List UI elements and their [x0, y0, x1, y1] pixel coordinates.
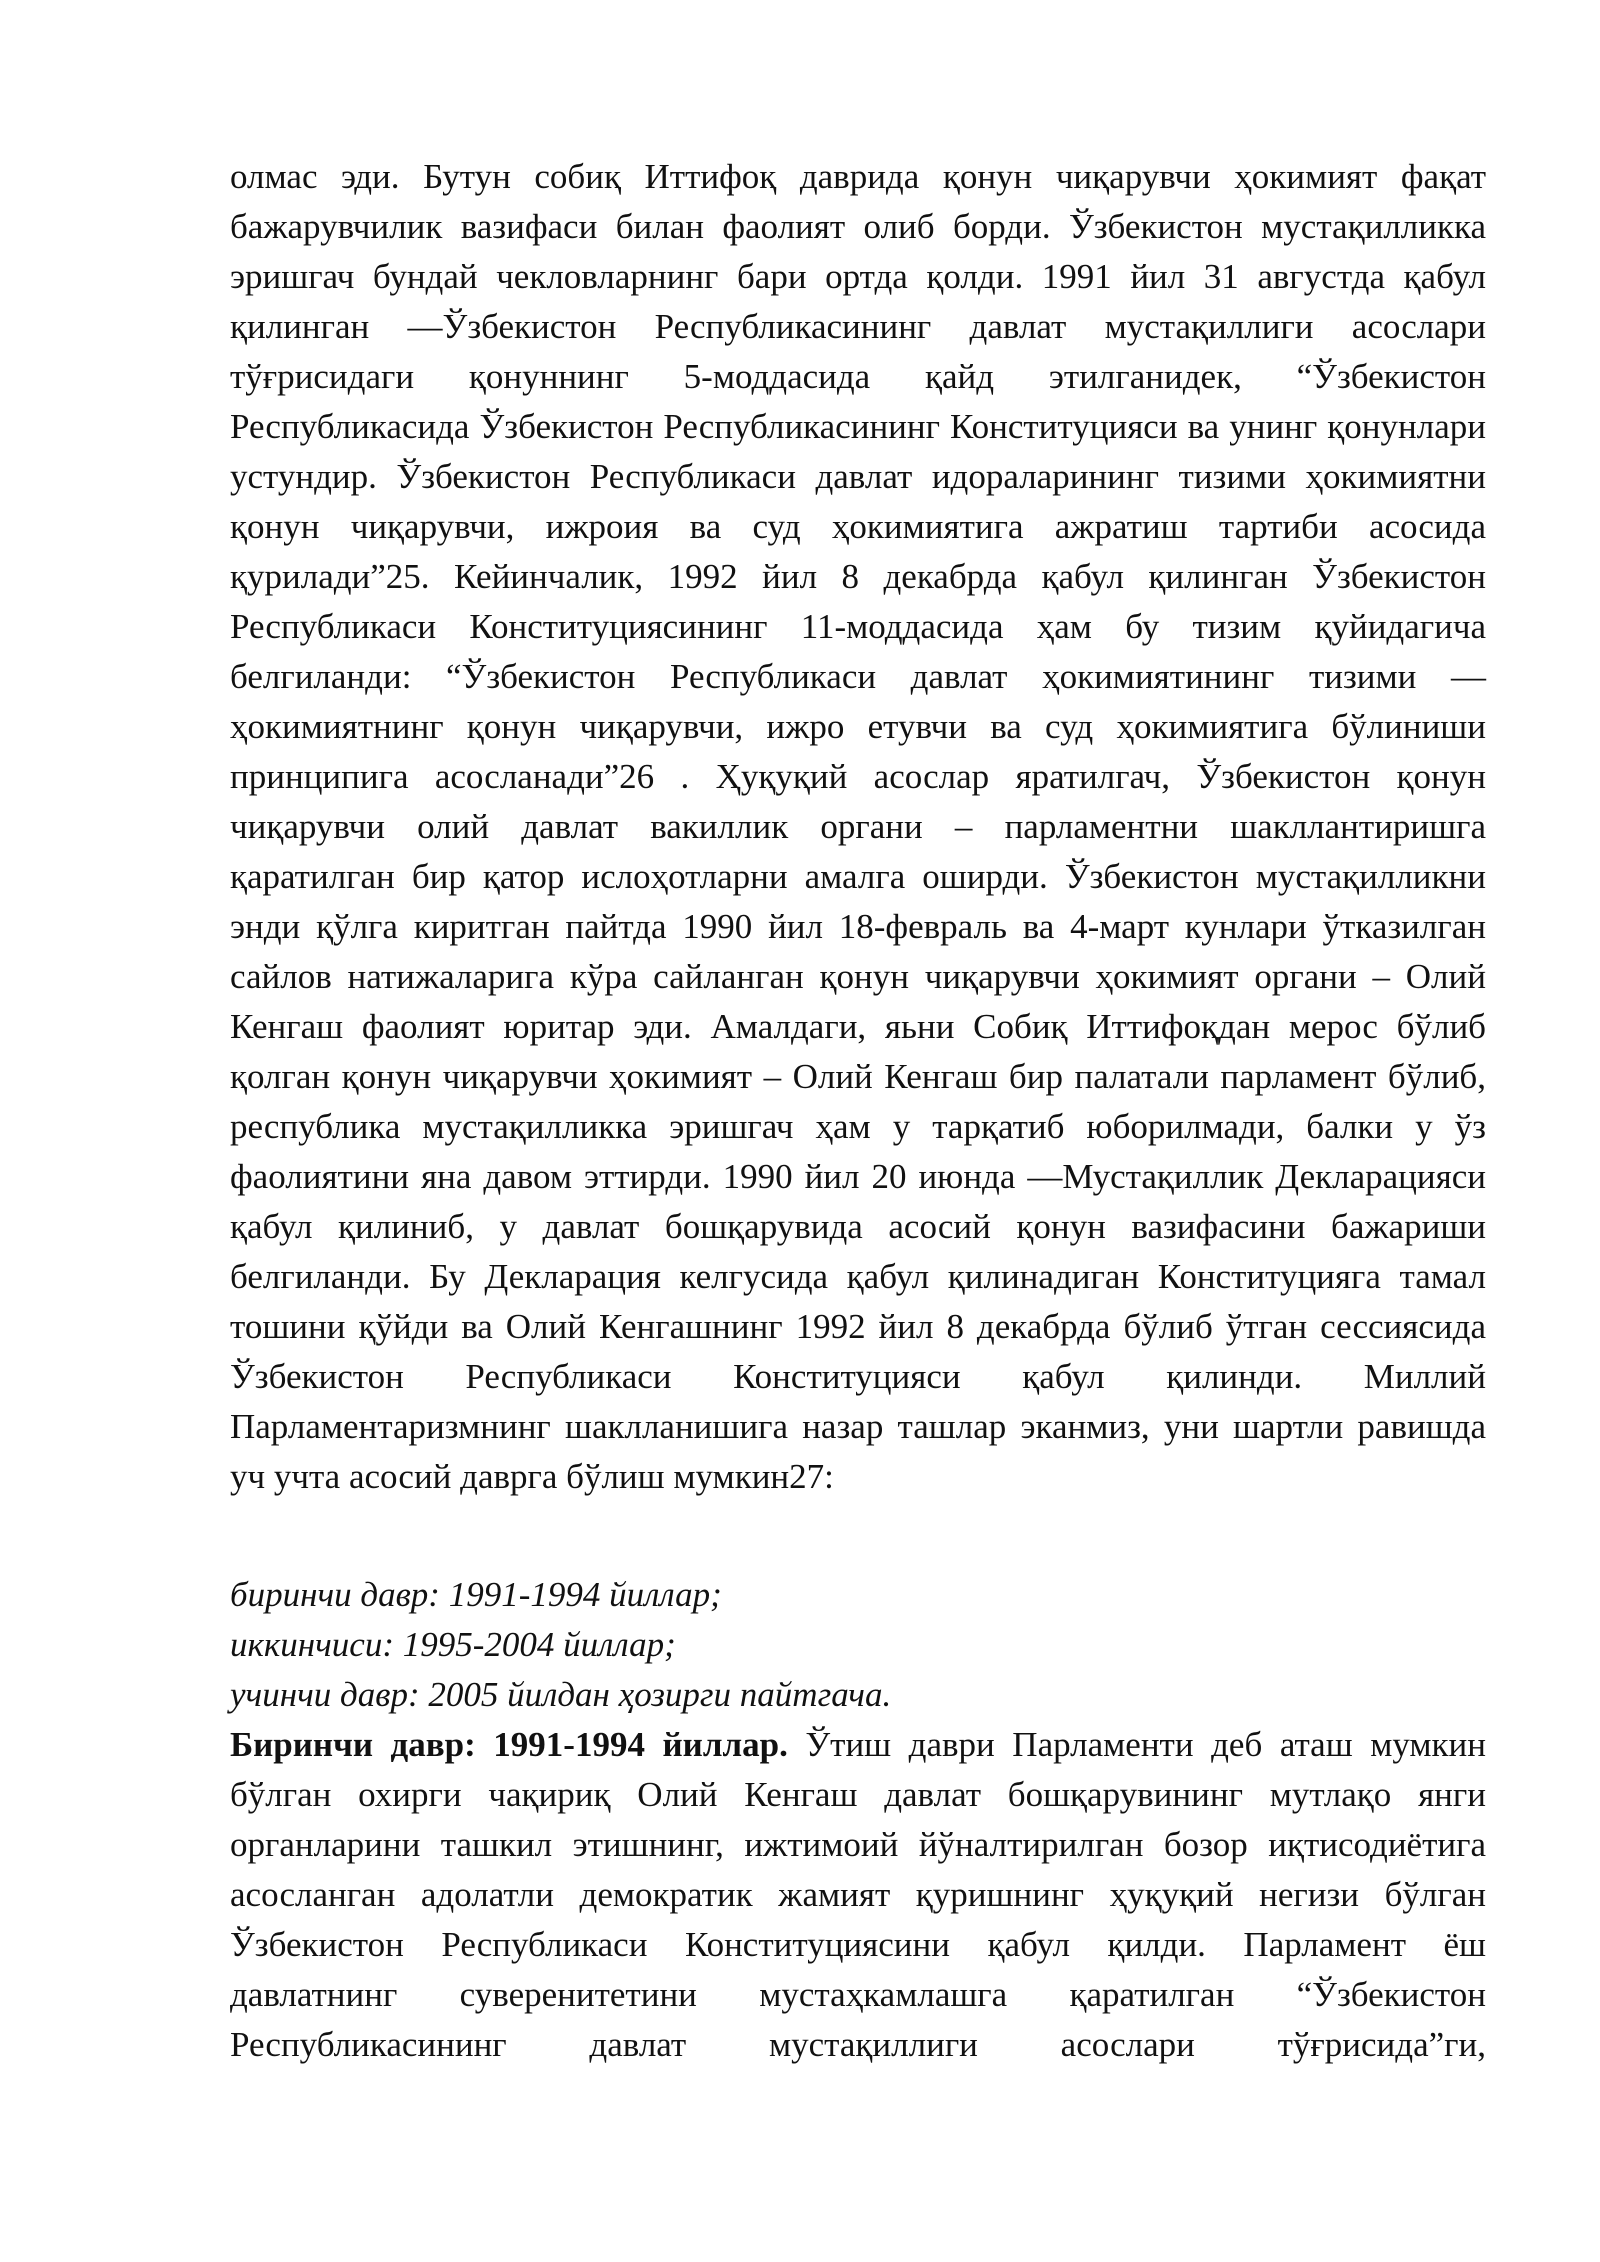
first-period-paragraph: [230, 1720, 1486, 2070]
first-period-text: Ўтиш даври Парламенти деб аташ мумкин бўлган охирги чақириқ Олий Кенгаш давлат бошқарувининг мутлақо янги органларини ташкил этишнинг, ижтимоий йўналтирилган бозор иқтисодиётига асосланган адолатли демократик жамият қуришнинг ҳуқуқий негизи бўлган Ўзбекистон Республикаси Конституциясини қабул қилди. Парламент ёш давлатнинг суверенитетини мустаҳкамлашга қаратилган “Ўзбекистон Республикасининг давлат мустақиллиги асослари тўғрисида”ги,: [230, 1725, 1486, 2064]
period-item-3: учинчи давр: 2005 йилдан ҳозирги пайтгача.: [230, 1675, 892, 1714]
periods-list: [230, 1570, 1486, 1720]
period-item-2: иккинчиси: 1995-2004 йиллар;: [230, 1625, 676, 1664]
main-paragraph: олмас эди. Бутун собиқ Иттифоқ даврида қонун чиқарувчи ҳокимият фақат бажарувчилик вазифаси билан фаолият олиб борди. Ўзбекистон мустақилликка эришгач бундай чекловларнинг бари ортда қолди. 1991 йил 31 августда қабул қилинган —Ўзбекистон Республикасининг давлат мустақиллиги асослари тўғрисидаги қонуннинг 5-моддасида қайд этилганидек, “Ўзбекистон Республикасида Ўзбекистон Республикасининг Конституцияси ва унинг қонунлари устундир. Ўзбекистон Республикаси давлат идораларининг тизими ҳокимиятни қонун чиқарувчи, ижроия ва суд ҳокимиятига ажратиш тартиби асосида қурилади”25. Кейинчалик, 1992 йил 8 декабрда қабул қилинган Ўзбекистон Республикаси Конституциясининг 11-моддасида ҳам бу тизим қуйидагича белгиланди: “Ўзбекистон Республикаси давлат ҳокимиятининг тизими — ҳокимиятнинг қонун чиқарувчи, ижро етувчи ва суд ҳокимиятига бўлиниши принципига асосланади”26 . Ҳуқуқий асослар яратилгач, Ўзбекистон қонун чиқарувчи олий давлат вакиллик органи – парламентни шакллантиришга қаратилган бир қатор ислоҳотларни амалга оширди. Ўзбекистон мустақилликни энди қўлга киритган пайтда 1990 йил 18-февраль ва 4-март кунлари ўтказилган сайлов натижаларига кўра сайланган қонун чиқарувчи ҳокимият органи – Олий Кенгаш фаолият юритар эди. Амалдаги, яьни Собиқ Иттифоқдан мерос бўлиб қолган қонун чиқарувчи ҳокимият – Олий Кенгаш бир палатали парламент бўлиб, республика мустақилликка эришгач ҳам у тарқатиб юборилмади, балки у ўз фаолиятини яна давом эттирди. 1990 йил 20 июнда —Мустақиллик Декларацияси қабул қилиниб, у давлат бошқарувида асосий қонун вазифасини бажариши белгиланди. Бу Декларация келгусида қабул қилинадиган Конституцияга тамал тошини қўйди ва Олий Кенгашнинг 1992 йил 8 декабрда бўлиб ўтган сессиясида Ўзбекистон Республикаси Конституцияси қабул қилинди. Миллий Парламентаризмнинг шаклланишига назар ташлар эканмиз, уни шартли равишда уч учта асосий даврга бўлиш мумкин27:: [230, 157, 1486, 1496]
period-item-1: биринчи давр: 1991-1994 йиллар;: [230, 1575, 722, 1614]
first-period-heading: Биринчи давр: 1991-1994 йиллар.: [230, 1725, 788, 1764]
